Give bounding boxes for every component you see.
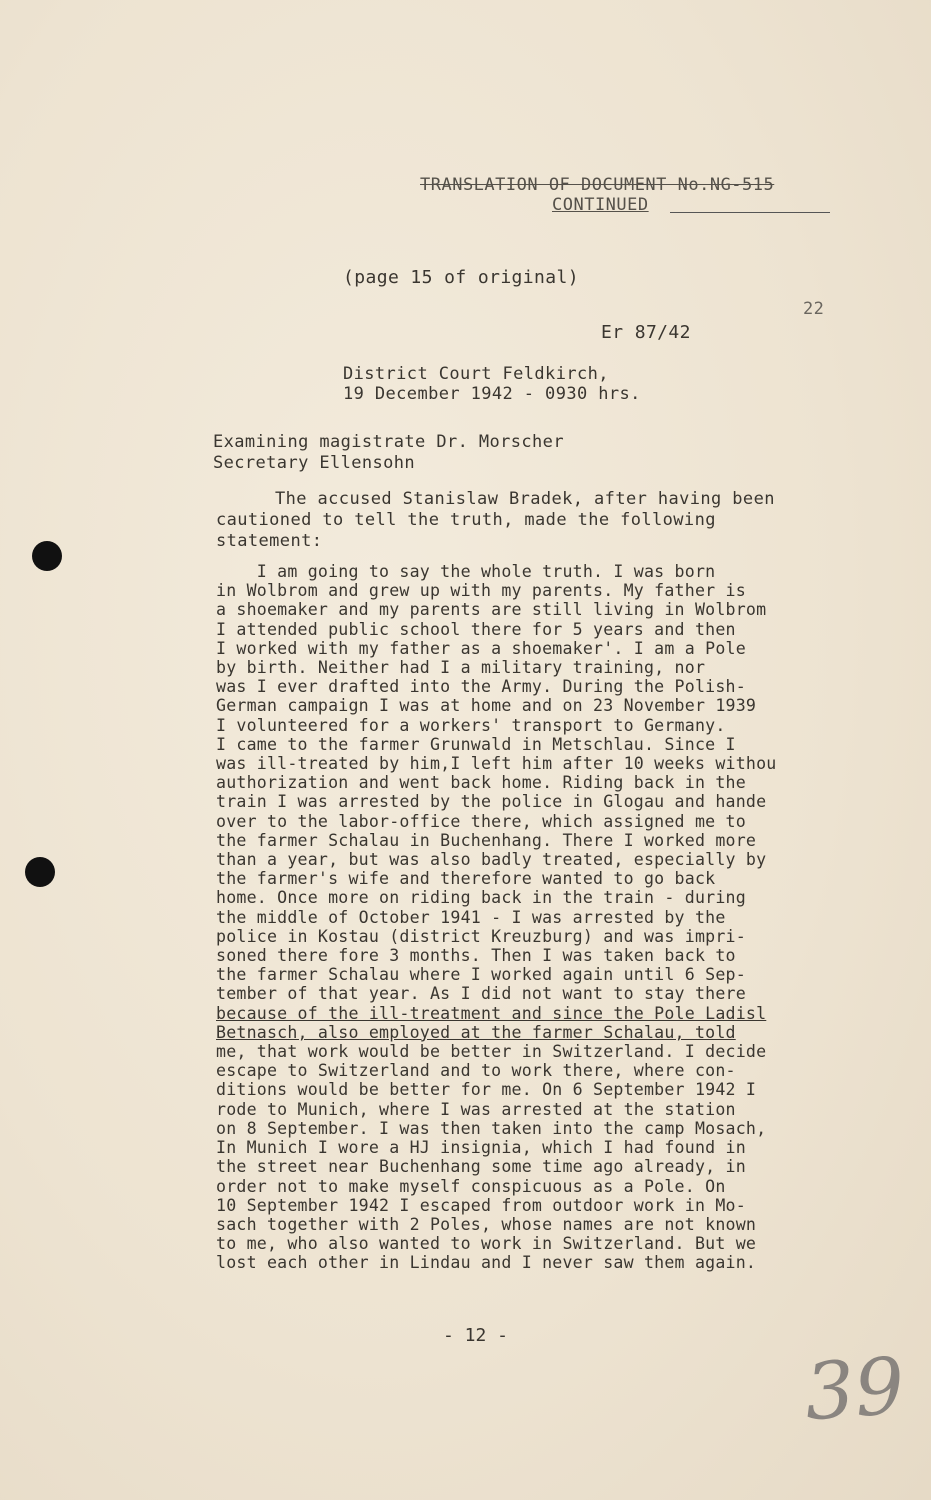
officials-line-2: Secretary Ellensohn	[213, 453, 416, 473]
court-line-2: 19 December 1942 - 0930 hrs.	[343, 384, 641, 404]
statement-line: home. Once more on riding back in the train - during	[216, 888, 746, 908]
statement-line: the farmer Schalau in Buchenhang. There I worked more	[216, 830, 757, 850]
statement-line: ditions would be better for me. On 6 September 1942 I	[216, 1080, 757, 1100]
court-line-1: District Court Feldkirch,	[343, 364, 609, 384]
statement-line: police in Kostau (district Kreuzburg) and was impri-	[216, 926, 746, 946]
page-number-right: 22	[803, 299, 825, 319]
page-footer: - 12 -	[443, 1325, 509, 1346]
intro-line-2: cautioned to tell the truth, made the following	[216, 510, 716, 530]
statement-line: tember of that year. As I did not want to stay there	[216, 984, 746, 1004]
header-title: TRANSLATION OF DOCUMENT No.NG-515	[420, 175, 775, 195]
statement-line: I am going to say the whole truth. I was born	[216, 562, 716, 581]
statement-line: me, that work would be better in Switzerland. I decide	[216, 1042, 767, 1062]
case-number: Er 87/42	[601, 322, 691, 343]
statement-line: on 8 September. I was then taken into the camp Mosach,	[216, 1118, 767, 1138]
statement-line: In Munich I wore a HJ insignia, which I had found in	[216, 1138, 746, 1158]
statement-line: the street near Buchenhang some time ago already, in	[216, 1157, 746, 1177]
punch-hole-top	[32, 541, 62, 571]
statement-line: to me, who also wanted to work in Switzerland. But we	[216, 1234, 757, 1254]
statement-line: over to the labor-office there, which assigned me to	[216, 811, 746, 831]
statement-line: rode to Munich, where I was arrested at the station	[216, 1099, 736, 1119]
statement-line: a shoemaker and my parents are still living in Wolbrom	[216, 600, 767, 620]
statement-line: in Wolbrom and grew up with my parents. My father is	[216, 581, 746, 601]
statement-line: was ill-treated by him,I left him after 10 weeks withou	[216, 754, 777, 774]
statement-line: authorization and went back home. Riding back in the	[216, 773, 746, 793]
statement-line: train I was arrested by the police in Glogau and hande	[216, 792, 767, 812]
statement-line: escape to Switzerland and to work there, where con-	[216, 1061, 736, 1081]
statement-line: because of the ill-treatment and since the Pole Ladisl	[216, 1003, 767, 1023]
statement-line: I attended public school there for 5 years and then	[216, 619, 736, 639]
header-continued: CONTINUED	[552, 195, 649, 215]
intro-line-3: statement:	[216, 531, 323, 551]
statement-line: was I ever drafted into the Army. During the Polish-	[216, 677, 746, 697]
statement-line: than a year, but was also badly treated, especially by	[216, 850, 767, 870]
statement-line: Betnasch, also employed at the farmer Schalau, told	[216, 1022, 736, 1042]
handwritten-page-number: 39	[801, 1341, 908, 1439]
statement-line: sach together with 2 Poles, whose names are not known	[216, 1214, 757, 1234]
statement-body	[216, 562, 866, 1273]
statement-line: the middle of October 1941 - I was arrested by the	[216, 907, 726, 927]
statement-line: lost each other in Lindau and I never saw them again.	[216, 1253, 757, 1273]
statement-line: the farmer's wife and therefore wanted to go back	[216, 869, 716, 889]
intro-line-1: The accused Stanislaw Bradek, after having been	[275, 489, 775, 509]
statement-line: I volunteered for a workers' transport to Germany.	[216, 715, 726, 735]
statement-line: German campaign I was at home and on 23 November 1939	[216, 696, 757, 716]
officials-line-1: Examining magistrate Dr. Morscher	[213, 432, 564, 452]
statement-line: 10 September 1942 I escaped from outdoor work in Mo-	[216, 1195, 746, 1215]
statement-line: order not to make myself conspicuous as a Pole. On	[216, 1176, 726, 1196]
punch-hole-bottom	[25, 857, 55, 887]
statement-line: soned there fore 3 months. Then I was taken back to	[216, 946, 736, 966]
statement-line: I worked with my father as a shoemaker'. I am a Pole	[216, 638, 746, 658]
document-header	[420, 175, 830, 215]
statement-line: by birth. Neither had I a military training, nor	[216, 658, 706, 678]
statement-line: the farmer Schalau where I worked again until 6 Sep-	[216, 965, 746, 985]
header-rule	[670, 212, 830, 213]
page-reference: (page 15 of original)	[343, 267, 579, 288]
statement-line: I came to the farmer Grunwald in Metschlau. Since I	[216, 734, 736, 754]
